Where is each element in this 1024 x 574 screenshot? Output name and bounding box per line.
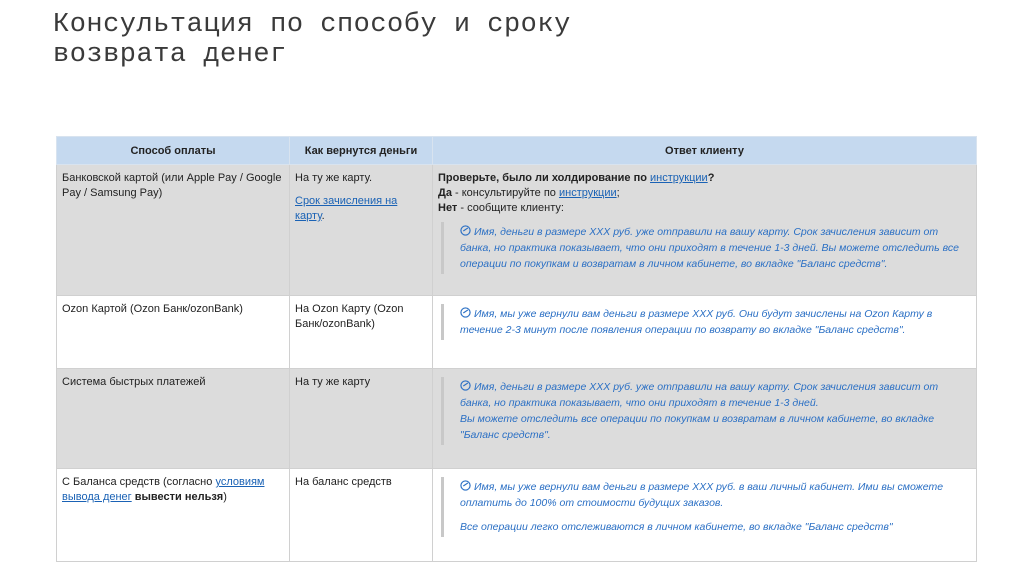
check-circle-icon (460, 307, 471, 318)
payment-method-cell (57, 369, 290, 469)
payment-method-cell (57, 469, 290, 562)
client-answer-cell (433, 469, 977, 562)
answer-text: Имя, мы уже вернули вам деньги в размере ХХХ руб. Они будут зачислены на Ozon Карту в течение 2-3 минут после появления операции по возврату во вкладке "Баланс средств". (460, 308, 933, 336)
instruction-link[interactable]: инструкции (650, 172, 708, 184)
cannot-withdraw-text: вывести нельзя (131, 491, 224, 503)
table-row (57, 469, 977, 562)
method-suffix: ) (223, 491, 227, 503)
payment-method-cell (57, 296, 290, 369)
check-circle-icon (460, 480, 471, 491)
credit-time-link[interactable]: Срок зачисления на карту (295, 195, 398, 222)
check-circle-icon (460, 380, 471, 391)
question-text: Проверьте, было ли холдирование по (438, 172, 651, 184)
answer-quote (441, 222, 971, 274)
title-line-2: возврата денег (53, 40, 287, 70)
refund-route-text: На баланс средств (295, 476, 392, 488)
client-answer-cell (433, 296, 977, 369)
table-row (57, 296, 977, 369)
no-branch (438, 201, 971, 216)
check-circle-icon (460, 225, 471, 236)
slide-title (53, 10, 571, 70)
title-line-1: Консультация по способу и сроку (53, 10, 571, 40)
yes-branch (438, 186, 971, 201)
answer-quote (441, 304, 971, 340)
no-text: - сообщите клиенту: (457, 202, 564, 214)
refund-guide-table (56, 136, 977, 562)
client-answer-cell (433, 165, 977, 296)
yes-suffix: ; (616, 187, 620, 199)
refund-route-cell (290, 296, 433, 369)
payment-method-text: Банковской картой (или Apple Pay / Google Pay / Samsung Pay) (62, 172, 282, 199)
answer-text-2: Все операции легко отслеживаются в личном кабинете, во вкладке "Баланс средств" (460, 521, 893, 533)
answer-quote (441, 477, 971, 537)
header-client-answer: Ответ клиенту (433, 137, 977, 165)
question-mark: ? (707, 172, 715, 184)
payment-method-text: С Баланса средств (согласно (62, 476, 216, 488)
payment-method-cell (57, 165, 290, 296)
refund-route-text: На ту же карту (295, 376, 371, 388)
answer-text: Имя, деньги в размере ХХХ руб. уже отправили на вашу карту. Срок зачисления зависит от банка, но практика показывает, что они приходят в течение 1-3 дней. Вы можете отследить все операции по покупкам и возвратам в личном кабинете, во вкладке "Баланс средств". (460, 226, 959, 270)
payment-method-text: Система быстрых платежей (62, 376, 206, 388)
link-suffix: . (321, 210, 325, 222)
payment-method-text: Ozon Картой (Ozon Банк/ozonBank) (62, 303, 243, 315)
instruction-link-2[interactable]: инструкции (558, 187, 617, 199)
answer-text: Имя, мы уже вернули вам деньги в размере ХХХ руб. в ваш личный кабинет. Ими вы сможете оплатить до 100% от стоимости будущих заказов. (460, 481, 944, 509)
table-row (57, 165, 977, 296)
refund-route-text: На ту же карту. (295, 172, 373, 184)
answer-quote (441, 377, 971, 445)
header-payment-method: Способ оплаты (57, 137, 290, 165)
yes-label: Да (438, 187, 452, 199)
client-answer-cell (433, 369, 977, 469)
header-refund-route: Как вернутся деньги (290, 137, 433, 165)
refund-route-cell (290, 369, 433, 469)
yes-text: - консультируйте по (451, 187, 559, 199)
answer-text: Имя, деньги в размере ХХХ руб. уже отправили на вашу карту. Срок зачисления зависит от банка, но практика показывает, что они приходят в течение 1-3 дней. (460, 381, 939, 409)
refund-route-text: На Ozon Карту (Ozon Банк/ozonBank) (295, 303, 404, 330)
refund-route-cell (290, 165, 433, 296)
answer-text-2: Вы можете отследить все операции по покупкам и возвратам в личном кабинете, во вкладке "Баланс средств". (460, 413, 935, 441)
hold-check-question (438, 171, 971, 186)
refund-route-cell (290, 469, 433, 562)
table-header-row (57, 137, 977, 165)
withdrawal-terms-link[interactable]: условиям вывода денег (62, 476, 265, 503)
no-label: Нет (438, 202, 458, 214)
table-row (57, 369, 977, 469)
